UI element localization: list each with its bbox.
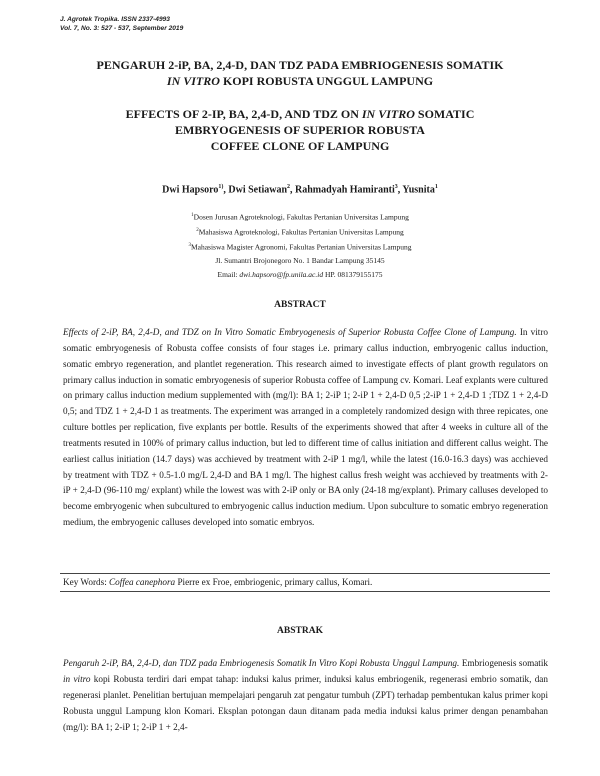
affiliation-sup: 1 — [191, 213, 194, 218]
phone: HP. 081379155175 — [323, 269, 383, 279]
affiliation-1 — [40, 209, 560, 224]
title-id-italic: IN VITRO — [166, 74, 220, 88]
abstract-text: In vitro somatic embryogenesis of Robusta coffee consists of four stages i.e. primary callus induction, embryogenic callus induction, somatic embryo regeneration, and plantlet regeneration. This research aimed to investigate effects of plant growth regulators on primary callus induction in somatic embryogenesis of superior Robusta coffee of Lampung cv. Komari. Leaf explants were cultured on primary callus induction medium supplemented with (mg/l): BA 1; 2-iP 1; 2-iP 1 + 2,4-D 0,5 ;2-iP 1 + 2,4-D 1 ;TDZ 1 + 2,4-D 0,5; and TDZ 1 + 2,4-D 1 as treatments. The experiment was arranged in a completely randomized design with three repicates, one culture bottles per replication, five explants per bottle. Results of the experiments showed that after 4 weeks in culture all of the treatments resuted in 100% of primary callus induction, but led to different time of callus initiation and different callus weight. The earliest callus initiation (14.7 days) was acchieved by treatment with 2-iP 1 mg/l, while the latest (16.0-16.3 days) was acchieved by treatment with TDZ + 0.5-1.0 mg/L 2,4-D and BA 1 mg/l. The highest callus fresh weight was acchieved by treatments with 2-iP + 2,4-D (96-110 mg/ explant) while the lowest was with 2-iP only or BA only (24-18 mg/explant). Primary calluses developed to become embryogenic when subcultured to embryogenic callus induction medium. Upon subculture to somatic embryo regeneration medium, the embryogenic calluses developed into somatic embryos. — [63, 327, 548, 528]
affiliation-text: Dosen Jurusan Agroteknologi, Fakultas Pertanian Universitas Lampung — [193, 212, 409, 222]
title-en-line1 — [40, 106, 560, 122]
title-indonesian — [40, 57, 560, 89]
abstract-heading: ABSTRACT — [274, 300, 326, 310]
author-name: Yusnita — [402, 184, 435, 196]
title-en-line1-a: EFFECTS OF 2-IP, BA, 2,4-D, AND TDZ ON — [125, 107, 362, 121]
affiliation-2 — [40, 224, 560, 239]
author-sup: 3 — [394, 184, 398, 190]
divider — [60, 591, 550, 592]
title-id-line1: PENGARUH 2-iP, BA, 2,4-D, DAN TDZ PADA EMBRIOGENESIS SOMATIK — [96, 58, 504, 72]
author-sep: , — [290, 184, 296, 196]
author-name: Dwi Hapsoro — [162, 184, 219, 196]
keywords-label: Key Words: — [63, 577, 110, 587]
title-en-line3: COFFEE CLONE OF LAMPUNG — [210, 139, 390, 153]
author-sup: 1) — [218, 184, 224, 190]
divider — [60, 573, 550, 574]
affiliation-3 — [40, 239, 560, 254]
title-english — [40, 106, 560, 154]
journal-volume: Vol. 7, No. 3: 527 - 537, September 2019 — [60, 25, 184, 32]
abstrak-heading: ABSTRAK — [277, 626, 323, 636]
abstrak-text-b: kopi Robusta terdiri dari empat tahap: induksi kalus primer, induksi kalus embriogenik, regenerasi embrio somatik, dan regenerasi planlet. Penelitian bertujuan mempelajari pengaruh zat pengatur tumbuh (ZPT) terhadap pembentukan kalus primer kopi Robusta unggul Lampung klon Komari. Eksplan potongan daun ditanam pada media induksi kalus primer dengan penambahan (mg/l): BA 1; 2-iP 1; 2-iP 1 + 2,4- — [63, 673, 548, 732]
keywords-species: Coffea canephora — [109, 577, 176, 587]
author-sep: , — [223, 184, 229, 196]
author-sup: 2 — [287, 184, 291, 190]
author-list — [40, 181, 560, 196]
author-name: Rahmadyah Hamiranti — [295, 184, 395, 196]
abstrak-title: Pengaruh 2-iP, BA, 2,4-D, dan TDZ pada Embriogenesis Somatik In Vitro Kopi Robusta Unggul Lampung. — [63, 658, 460, 668]
author-sup: 1 — [434, 184, 438, 190]
title-en-line1-b: SOMATIC — [414, 107, 475, 121]
journal-header — [60, 15, 183, 33]
email-label: Email: — [217, 269, 240, 279]
abstrak-text-a: Embriogenesis somatik — [459, 658, 549, 668]
email-link[interactable]: dwi.hapsoro@fp.unila.ac.id — [239, 269, 324, 279]
title-en-italic: IN VITRO — [361, 107, 415, 121]
affiliation-text: Mahasiswa Magister Agronomi, Fakultas Pertanian Universitas Lampung — [190, 242, 412, 252]
abstract-body — [63, 325, 548, 531]
address: Jl. Sumantri Brojonegoro No. 1 Bandar Lampung 35145 — [215, 256, 385, 266]
affiliation-sup: 2 — [196, 228, 199, 234]
abstrak-text-italic: in vitro — [63, 673, 91, 684]
abstract-title: Effects of 2-iP, BA, 2,4-D, and TDZ on In Vitro Somatic Embryogenesis of Superior Robusta Coffee Clone of Lampung. — [63, 327, 517, 337]
affiliations — [40, 209, 560, 281]
title-id-line2 — [40, 73, 560, 89]
abstrak-body — [63, 656, 548, 736]
keywords-rest: Pierre ex Froe, embriogenic, primary callus, Komari. — [175, 577, 373, 587]
title-id-rest: KOPI ROBUSTA UNGGUL LAMPUNG — [219, 74, 434, 88]
affiliation-text: Mahasiswa Agroteknologi, Fakultas Pertanian Universitas Lampung — [198, 227, 404, 237]
journal-citation: J. Agrotek Tropika. ISSN 2337-4993 — [60, 16, 170, 23]
affiliation-sup: 3 — [188, 243, 191, 249]
author-name: Dwi Setiawan — [228, 184, 288, 196]
keywords — [63, 575, 548, 589]
title-en-line2: EMBRYOGENESIS OF SUPERIOR ROBUSTA — [175, 123, 425, 137]
contact — [40, 268, 560, 282]
author-sep: , — [397, 184, 403, 196]
